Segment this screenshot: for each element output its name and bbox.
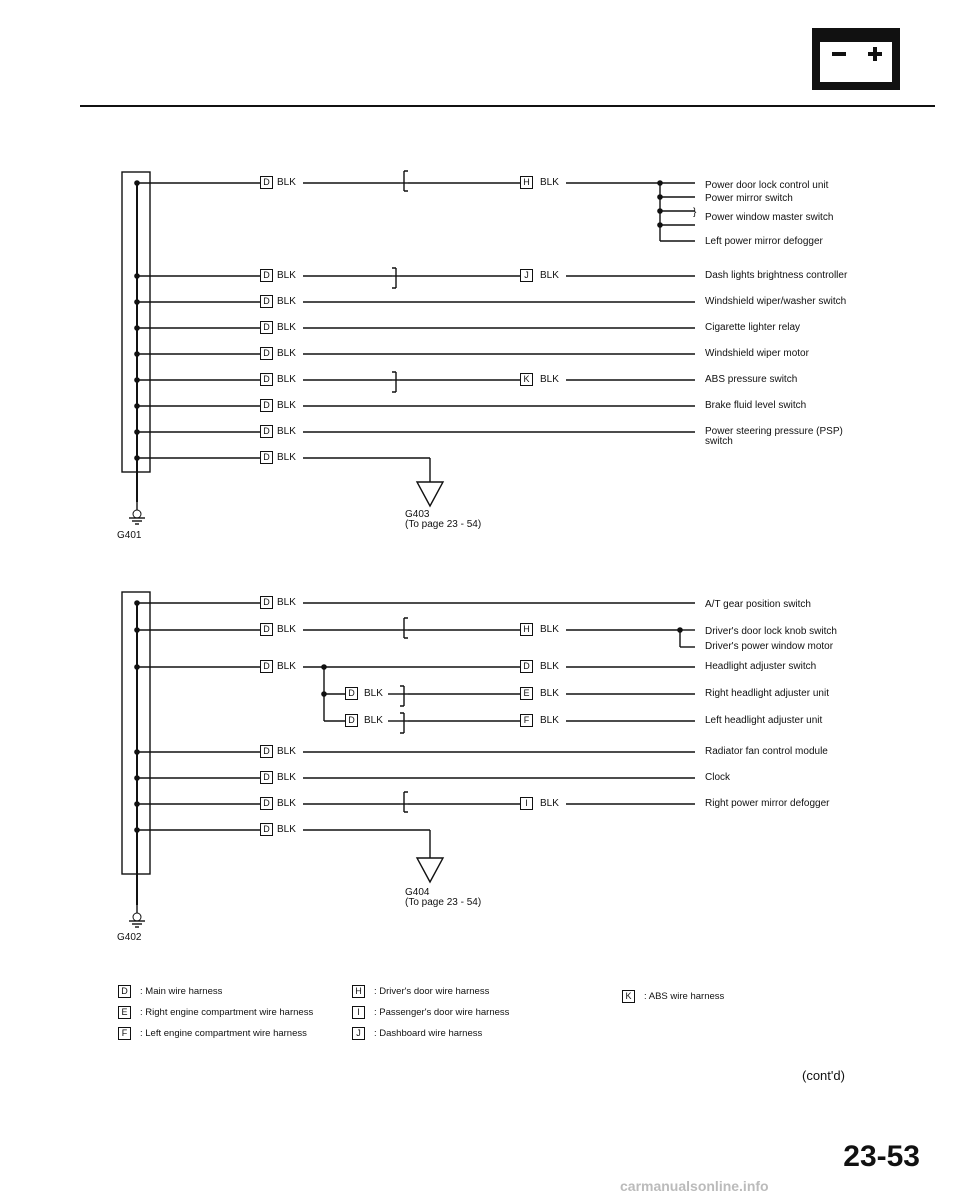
connector-code: D (260, 269, 273, 282)
connector-code: D (260, 623, 273, 636)
wire-color-label: BLK (540, 661, 559, 672)
connector-code: D (345, 714, 358, 727)
wire-color-label: BLK (277, 322, 296, 333)
wire-color-label: BLK (277, 348, 296, 359)
wire-color-label: BLK (540, 270, 559, 281)
ground-ref: (To page 23 - 54) (405, 897, 482, 908)
connector-code: J (520, 269, 533, 282)
connector-code: D (260, 373, 273, 386)
load-label: Radiator fan control module (705, 746, 828, 757)
connector-code: D (260, 745, 273, 758)
connector-code: F (520, 714, 533, 727)
page-number: 23-53 (843, 1140, 920, 1173)
load-label: Cigarette lighter relay (705, 322, 801, 333)
wire-color-label: BLK (277, 177, 296, 188)
splice-dot (134, 775, 140, 781)
ground-symbol (133, 510, 141, 518)
connector-code: K (520, 373, 533, 386)
ground-label: G404 (405, 887, 430, 898)
load-label: Power steering pressure (PSP) (705, 426, 843, 437)
legend-code: K (622, 990, 635, 1003)
legend-code: H (352, 985, 365, 998)
connector-code: D (260, 295, 273, 308)
splice-dot (134, 664, 140, 670)
connector-symbol (392, 268, 396, 288)
legend-text: : Left engine compartment wire harness (140, 1028, 307, 1039)
connector-code: D (260, 176, 273, 189)
splice-dot (134, 627, 140, 633)
wire-color-label: BLK (277, 452, 296, 463)
splice-dot (134, 403, 140, 409)
splice-dot (134, 351, 140, 357)
connector-code: I (520, 797, 533, 810)
load-label: Dash lights brightness controller (705, 270, 848, 281)
load-label: Headlight adjuster switch (705, 661, 817, 672)
legend-text: : Dashboard wire harness (374, 1028, 483, 1039)
load-label: Brake fluid level switch (705, 400, 807, 411)
load-brace: } (693, 207, 697, 218)
wire-color-label: BLK (277, 296, 296, 307)
wire-color-label: BLK (540, 798, 559, 809)
wire-color-label: BLK (277, 374, 296, 385)
connector-code: D (260, 596, 273, 609)
wire-color-label: BLK (364, 715, 383, 726)
splice-dot (134, 600, 140, 606)
connector-code: D (260, 399, 273, 412)
wire-color-label: BLK (540, 688, 559, 699)
wire-color-label: BLK (277, 426, 296, 437)
connector-code: D (260, 660, 273, 673)
connector-code: D (260, 797, 273, 810)
splice-dot (134, 429, 140, 435)
connector-code: H (520, 176, 533, 189)
load-label: ABS pressure switch (705, 374, 798, 385)
load-label: Left power mirror defogger (705, 236, 823, 247)
wire-color-label: BLK (540, 715, 559, 726)
connector-symbol (404, 171, 408, 191)
splice-dot (134, 801, 140, 807)
load-label: Driver's power window motor (705, 641, 834, 652)
connector-symbol (400, 713, 404, 733)
load-label: Power door lock control unit (705, 180, 829, 191)
connector-code: D (260, 771, 273, 784)
splice-dot (134, 273, 140, 279)
ground-symbol (133, 913, 141, 921)
splice-dot (134, 325, 140, 331)
wire-color-label: BLK (277, 798, 296, 809)
wire-color-label: BLK (277, 624, 296, 635)
splice-dot (134, 749, 140, 755)
load-label: Clock (705, 772, 731, 783)
ground-label: G403 (405, 509, 430, 520)
splice-dot (134, 827, 140, 833)
load-label: Left headlight adjuster unit (705, 715, 823, 726)
splice-dot (134, 299, 140, 305)
connector-symbol (404, 618, 408, 638)
load-label: A/T gear position switch (705, 599, 811, 610)
legend-code: E (118, 1006, 131, 1019)
legend-text: : Passenger's door wire harness (374, 1007, 510, 1018)
wire-color-label: BLK (364, 688, 383, 699)
legend-code: I (352, 1006, 365, 1019)
legend-text: : ABS wire harness (644, 991, 725, 1002)
legend-code: J (352, 1027, 365, 1040)
load-label: Right headlight adjuster unit (705, 688, 829, 699)
connector-code: D (260, 823, 273, 836)
wire-color-label: BLK (540, 624, 559, 635)
load-label: Driver's door lock knob switch (705, 626, 837, 637)
load-label: Right power mirror defogger (705, 798, 830, 809)
splice-dot (134, 455, 140, 461)
connector-code: H (520, 623, 533, 636)
wire-color-label: BLK (540, 177, 559, 188)
wire-color-label: BLK (277, 661, 296, 672)
ground-label: G401 (117, 530, 142, 541)
watermark: carmanualsonline.info (620, 1178, 769, 1194)
connector-symbol (400, 686, 404, 706)
legend-code: D (118, 985, 131, 998)
wire-color-label: BLK (540, 374, 559, 385)
splice-dot (134, 377, 140, 383)
wire-color-label: BLK (277, 597, 296, 608)
load-label: Windshield wiper/washer switch (705, 296, 847, 307)
connector-code: D (345, 687, 358, 700)
splice-dot (134, 180, 140, 186)
load-label: Power window master switch (705, 212, 834, 223)
connector-symbol (404, 792, 408, 812)
load-label: switch (705, 436, 733, 447)
legend-text: : Driver's door wire harness (374, 986, 490, 997)
connector-code: D (260, 347, 273, 360)
ground-symbol (417, 482, 443, 506)
connector-code: D (260, 321, 273, 334)
legend-text: : Right engine compartment wire harness (140, 1007, 314, 1018)
connector-code: E (520, 687, 533, 700)
ground-symbol (417, 858, 443, 882)
ground-ref: (To page 23 - 54) (405, 519, 482, 530)
load-label: Windshield wiper motor (705, 348, 809, 359)
battery-icon (812, 28, 900, 90)
connector-symbol (392, 372, 396, 392)
load-label: Power mirror switch (705, 193, 793, 204)
wire-color-label: BLK (277, 824, 296, 835)
continued-label: (cont'd) (802, 1068, 845, 1083)
legend-text: : Main wire harness (140, 986, 223, 997)
wire-color-label: BLK (277, 772, 296, 783)
wire-color-label: BLK (277, 400, 296, 411)
wire-color-label: BLK (277, 746, 296, 757)
connector-code: D (520, 660, 533, 673)
legend-code: F (118, 1027, 131, 1040)
connector-code: D (260, 425, 273, 438)
ground-label: G402 (117, 932, 142, 943)
connector-code: D (260, 451, 273, 464)
wire-color-label: BLK (277, 270, 296, 281)
